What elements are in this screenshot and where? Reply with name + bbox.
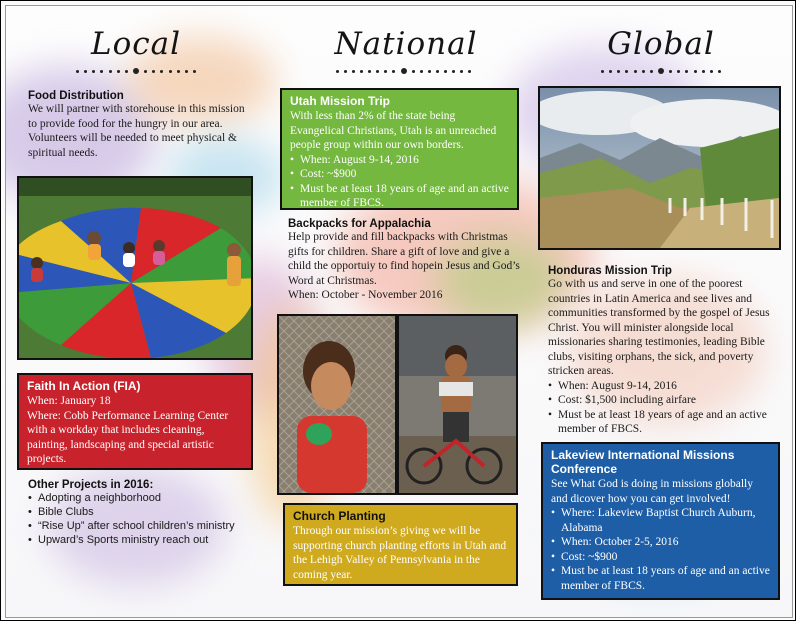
faith-in-action-box (17, 373, 253, 470)
children-photos (277, 314, 518, 495)
parachute-photo-image (19, 178, 251, 358)
mountain-photo-image (540, 88, 779, 248)
list-item: • Must be at least 18 years of age and an active member of FBCS. (551, 564, 770, 593)
national-heading-divider (336, 68, 471, 74)
honduras-body: Go with us and serve in one of the poorest countries in Latin America and see lives and communities transformed by the gospel of Jesus Christ. You will minister alongside local missionaries sharing testimonies, leading Bible clubs, visiting orphans, the sick, and poverty stricken areas. (548, 278, 770, 377)
list-item: • Upward’s Sports ministry reach out (28, 533, 258, 547)
utah-mission-body: With less than 2% of the state being Evangelical Christians, Utah is an unreached people group within our own borders. (290, 110, 497, 151)
lakeview-conference-body: See What God is doing in missions globally and dicover how you can get involved! (551, 478, 753, 505)
list-item: • Must be at least 18 years of age and an active member of FBCS. (290, 182, 509, 211)
utah-mission-details (290, 153, 509, 211)
church-planting-box (283, 503, 518, 586)
list-item: • Cost: ~$900 (290, 167, 509, 182)
backpacks-title: Backpacks for Appalachia (288, 218, 431, 230)
backpacks-when: When: October - November 2016 (288, 289, 443, 301)
list-item: • Must be at least 18 years of age and an active member of FBCS. (548, 408, 780, 437)
faith-in-action-when: When: January 18 (27, 395, 111, 407)
church-planting-body: Through our mission’s giving we will be supporting church planting efforts in Utah and the Lehigh Valley of Pennsylvania in the coming year. (293, 525, 507, 581)
other-projects-title: Other Projects in 2016: (28, 479, 154, 491)
local-heading: Local (90, 26, 181, 62)
honduras-section (548, 265, 780, 437)
list-item: • Cost: $1,500 including airfare (548, 393, 780, 408)
national-heading: National (334, 26, 478, 62)
list-item: • Cost: ~$900 (551, 550, 770, 565)
mountain-photo (538, 86, 781, 250)
global-heading-divider (601, 68, 721, 74)
parachute-photo (17, 176, 253, 360)
faith-in-action-title: Faith In Action (FIA) (27, 379, 141, 393)
backpacks-body: Help provide and fill backpacks with Christmas gifts for children. Share a gift of love and give a child the opportuiy to find hopein Jesus and God’s Word at Christmas. (288, 231, 520, 287)
food-distribution-section (28, 90, 246, 160)
other-projects-list (28, 491, 258, 547)
utah-mission-title: Utah Mission Trip (290, 94, 391, 108)
utah-mission-box (280, 88, 519, 210)
lakeview-conference-box (541, 442, 780, 600)
honduras-title: Honduras Mission Trip (548, 265, 672, 277)
list-item: • When: August 9-14, 2016 (290, 153, 509, 168)
list-item: • Adopting a neighborhood (28, 491, 258, 505)
other-projects-section (28, 479, 258, 547)
faith-in-action-where: Where: Cobb Performance Learning Center with a workday that includes cleaning, painting, landscaping and special artistic projects. (27, 409, 229, 465)
list-item: • Bible Clubs (28, 505, 258, 519)
brochure-panel (5, 5, 793, 618)
church-planting-title: Church Planting (293, 509, 386, 523)
list-item: • “Rise Up” after school children’s ministry (28, 519, 258, 533)
children-photos-image (279, 316, 516, 493)
food-distribution-title: Food Distribution (28, 90, 124, 102)
lakeview-conference-title: Lakeview International Missions Conference (551, 448, 735, 476)
local-heading-divider (76, 68, 196, 74)
list-item: • Where: Lakeview Baptist Church Auburn, Alabama (551, 506, 770, 535)
backpacks-section (288, 218, 520, 303)
global-heading: Global (607, 26, 715, 62)
food-distribution-body: We will partner with storehouse in this mission to provide food for the hungry in our area. Volunteers will be needed to meet physical & spiritual needs. (28, 103, 245, 159)
list-item: • When: October 2-5, 2016 (551, 535, 770, 550)
list-item: • When: August 9-14, 2016 (548, 379, 780, 394)
honduras-details (548, 379, 780, 437)
lakeview-conference-details (551, 506, 770, 593)
